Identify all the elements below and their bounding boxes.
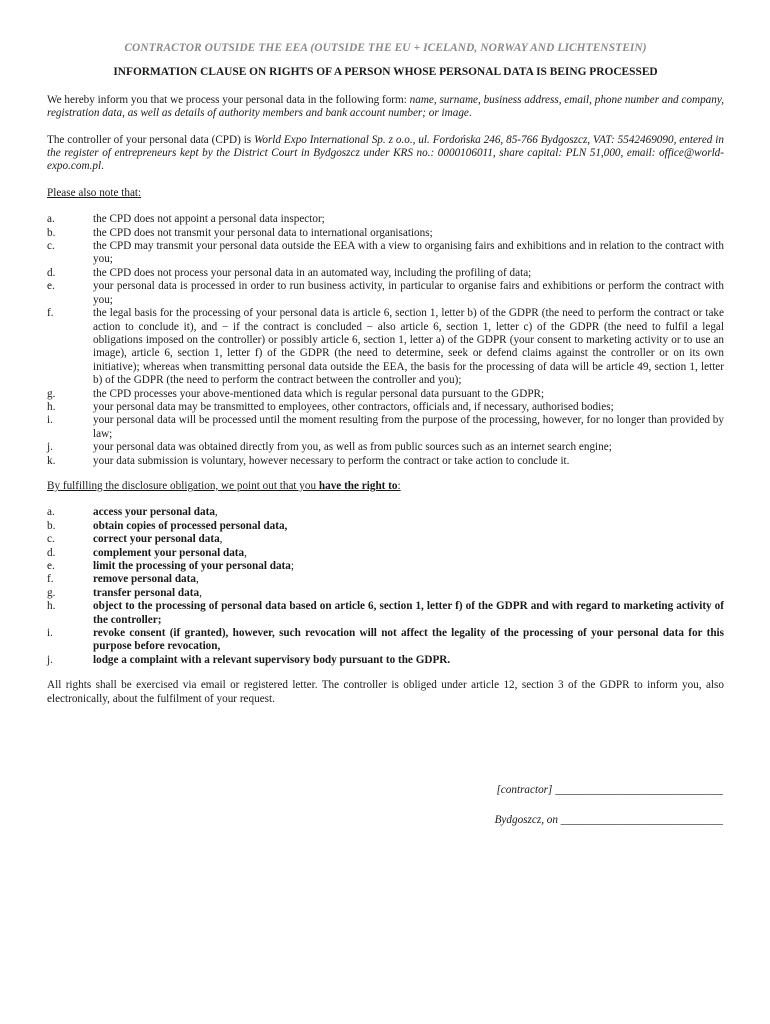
list-marker: d. [47, 266, 56, 279]
list-marker: b. [47, 226, 56, 239]
list-item [47, 587, 724, 600]
list-item [47, 533, 724, 546]
list-marker: a. [47, 213, 55, 226]
list-item [47, 506, 724, 519]
right-text: obtain copies of processed personal data, [93, 519, 288, 532]
list-marker: c. [47, 533, 55, 546]
list-marker: f. [47, 573, 54, 586]
list-item [47, 520, 724, 533]
list-item [47, 414, 724, 441]
right-text: lodge a complaint with a relevant supervisory body pursuant to the GDPR. [93, 653, 451, 666]
list-item-text: your personal data was obtained directly from you, as well as from public sources such as an internet search engine; [93, 441, 612, 454]
notes-list [47, 213, 724, 468]
list-marker: i. [47, 627, 53, 640]
list-item [47, 267, 724, 280]
list-marker: g. [47, 586, 56, 599]
right-text: object to the processing of personal data based on article 6, section 1, letter f) of the GDPR and with regard to marketing activity of the controller; [93, 600, 724, 626]
contractor-signature-line[interactable]: ______________________________ [555, 784, 723, 796]
list-item-text: the CPD does not process your personal data in an automated way, including the profiling of data; [93, 266, 532, 279]
controller-details: World Expo International Sp. z o.o., ul. Fordońska 246, 85-766 Bydgoszcz, VAT: 5542469090, entered in the register of entrepreneurs kept by the District Court in Bydgoszcz under KRS no.: 0000106011, share capital: PLN 51,000, email: office@world-expo.com.pl [47, 133, 724, 173]
list-item-text: the CPD does not transmit your personal data to international organisations; [93, 226, 433, 239]
list-item-text: your personal data will be processed until the moment resulting from the purpose of the processing, however, for no longer than provided by law; [93, 414, 724, 440]
document-category-heading: CONTRACTOR OUTSIDE THE EEA (OUTSIDE THE EU + ICELAND, NORWAY AND LICHTENSTEIN) [124, 42, 647, 54]
right-tail: , [244, 546, 247, 559]
list-marker: a. [47, 506, 55, 519]
rights-heading [47, 480, 724, 493]
controller-suffix: . [101, 160, 104, 173]
list-marker: h. [47, 400, 56, 413]
controller-paragraph [47, 134, 724, 174]
closing-paragraph: All rights shall be exercised via email or registered letter. The controller is obliged under article 12, section 3 of the GDPR to inform you, also electronically, about the fulfilment of your request. [47, 679, 724, 705]
list-item-text: your personal data is processed in order to run business activity, in particular to organise fairs and exhibitions or perform the contract with you; [93, 280, 724, 306]
intro-prefix: We hereby inform you that we process your personal data in the following form: [47, 93, 410, 106]
list-item-text: your data submission is voluntary, however necessary to perform the contract or take action to conclude it. [93, 454, 570, 467]
list-item-text: the CPD does not appoint a personal data inspector; [93, 213, 325, 226]
rights-heading-suffix: : [397, 479, 401, 492]
list-marker: b. [47, 519, 56, 532]
rights-list [47, 506, 724, 667]
list-marker: j. [47, 441, 53, 454]
right-tail: , [199, 586, 202, 599]
contractor-label: [contractor] [496, 784, 553, 796]
document-title: INFORMATION CLAUSE ON RIGHTS OF A PERSON WHOSE PERSONAL DATA IS BEING PROCESSED [113, 66, 658, 79]
list-item-text: the CPD may transmit your personal data outside the EEA with a view to organising fairs and exhibitions and in relation to the contract with you; [93, 240, 724, 266]
place-date-field[interactable] [495, 814, 723, 827]
list-item [47, 401, 724, 414]
list-item [47, 560, 724, 573]
list-marker: e. [47, 560, 55, 572]
right-text: correct your personal data [93, 533, 220, 546]
list-item [47, 307, 724, 387]
list-item [47, 227, 724, 240]
list-marker: e. [47, 280, 55, 293]
right-text: limit the processing of your personal data [93, 560, 291, 572]
list-marker: j. [47, 653, 53, 666]
right-tail: , [195, 573, 199, 586]
contractor-signature-field[interactable] [496, 784, 723, 797]
list-marker: i. [47, 414, 53, 427]
list-item [47, 627, 724, 654]
list-item-text: your personal data may be transmitted to employees, other contractors, officials and, if necessary, authorised bodies; [93, 400, 614, 413]
intro-data-forms: name, surname, business address, email, phone number and company, registration data, as well as details of authority members and bank account number; or image [47, 93, 724, 120]
right-text: access your personal data [93, 506, 215, 519]
list-item [47, 280, 724, 307]
right-text: complement your personal data [93, 546, 245, 559]
list-item-text: the legal basis for the processing of your personal data is article 6, section 1, letter b) of the GDPR (the need to perform the contract or take action to conclude it), and − if the contract is concluded − also article 6, section 1, letter c) of the GDPR (the need to fulfil a legal obligations imposed on the controller) or possibly article 6, section 1, letter a) of the GDPR (your consent to marketing activity or to use an image), article 6, section 1, letter f) of the GDPR (the need to determine, seek or defend claims against the controller or on its own initiative); whereas when transmitting personal data outside the EEA, the basis for the processing of data will be article 49, section 1, letter b) of the GDPR (the need to perform the contract between the controller and you); [93, 307, 724, 387]
list-marker: c. [47, 240, 55, 253]
intro-suffix: . [468, 107, 472, 120]
list-item [47, 240, 724, 267]
list-item [47, 573, 724, 586]
controller-prefix: The controller of your personal data (CPD) is [47, 133, 255, 146]
rights-heading-prefix: By fulfilling the disclosure obligation, we point out that you [47, 479, 319, 492]
list-marker: d. [47, 546, 56, 559]
list-item [47, 388, 724, 401]
rights-heading-bold: have the right to [318, 479, 398, 492]
right-tail: , [219, 533, 223, 546]
list-item-text: the CPD processes your above-mentioned data which is regular personal data pursuant to the GDPR; [93, 387, 545, 400]
right-text: remove personal data [93, 573, 196, 586]
list-marker: f. [47, 307, 54, 320]
list-item [47, 441, 724, 454]
list-marker: g. [47, 387, 56, 400]
right-text: revoke consent (if granted), however, such revocation will not affect the legality of the processing of your personal data for this purpose before revocation, [93, 627, 724, 653]
place-date-line[interactable]: _____________________________ [560, 814, 723, 826]
intro-paragraph [47, 94, 724, 121]
list-item [47, 213, 724, 226]
right-tail: ; [290, 560, 294, 572]
list-item [47, 654, 724, 667]
list-item [47, 455, 724, 468]
list-marker: k. [47, 454, 56, 467]
notes-heading: Please also note that: [47, 186, 142, 199]
list-item [47, 600, 724, 627]
list-marker: h. [47, 600, 56, 613]
list-item [47, 547, 724, 560]
place-label: Bydgoszcz, on [494, 814, 558, 826]
right-tail: , [214, 506, 218, 519]
right-text: transfer personal data [93, 586, 200, 599]
